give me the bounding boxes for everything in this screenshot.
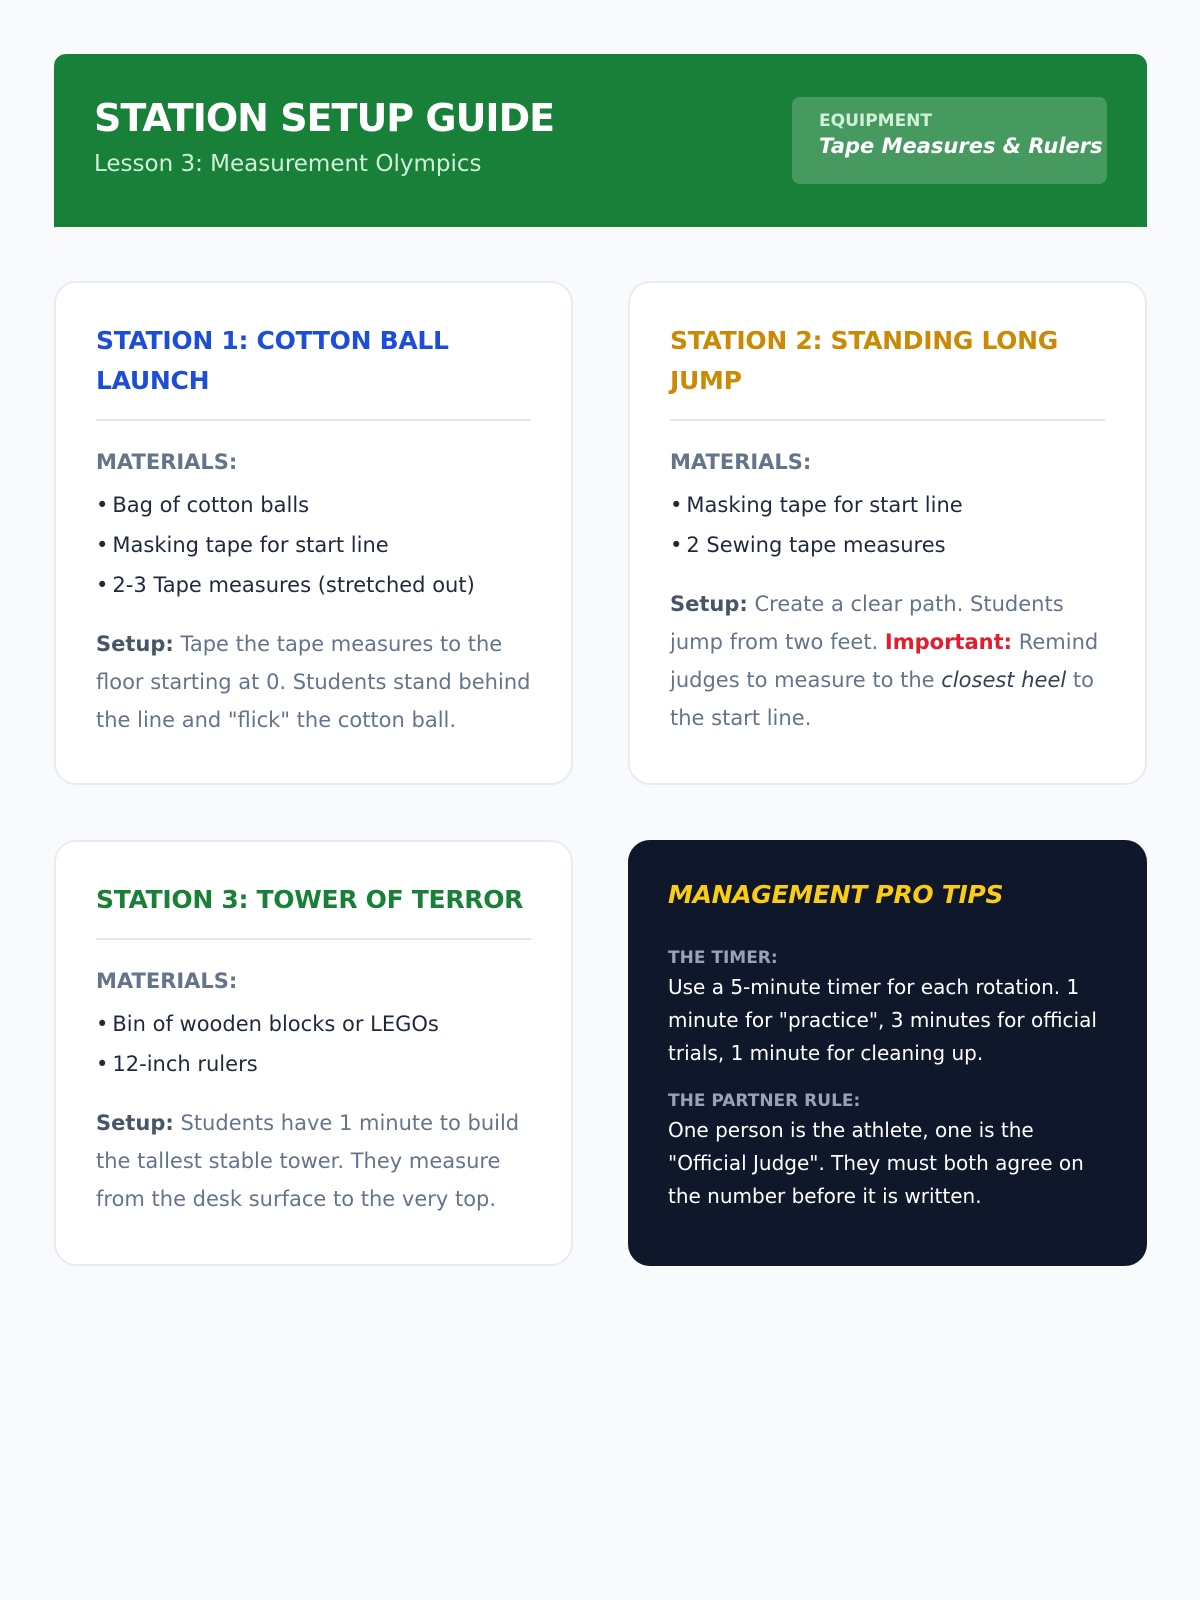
material-text: Masking tape for start line (112, 533, 389, 557)
station-card-2 (628, 281, 1147, 785)
equipment-value: Tape Measures & Rulers (819, 134, 1103, 158)
setup-paragraph (96, 1104, 531, 1218)
material-text: 12-inch rulers (112, 1052, 258, 1076)
setup-text: to the start line. (670, 668, 1094, 730)
important-label: Important: (884, 630, 1013, 654)
page-subtitle: Lesson 3: Measurement Olympics (94, 151, 482, 177)
pro-tips-card (628, 840, 1147, 1266)
tip-label: THE TIMER: (668, 948, 778, 968)
divider (96, 419, 531, 421)
divider (96, 938, 531, 940)
material-text: Masking tape for start line (686, 493, 963, 517)
list-item (96, 485, 531, 525)
setup-label: Setup: (96, 1111, 174, 1135)
setup-label: Setup: (670, 592, 748, 616)
station-title: STATION 2: STANDING LONG JUMP (670, 326, 1058, 395)
station-card-3 (54, 840, 573, 1266)
station-card-1 (54, 281, 573, 785)
bullet-icon: • (96, 493, 109, 517)
bullet-icon: • (96, 573, 109, 597)
setup-emphasis: closest heel (941, 668, 1067, 692)
setup-text: Create a clear path. Students jump from two feet. (670, 592, 1064, 654)
list-item (96, 1044, 531, 1084)
setup-paragraph (96, 625, 531, 739)
list-item (670, 525, 1105, 565)
material-text: 2-3 Tape measures (stretched out) (112, 573, 475, 597)
material-text: 2 Sewing tape measures (686, 533, 946, 557)
setup-label: Setup: (96, 632, 174, 656)
bullet-icon: • (670, 533, 683, 557)
equipment-badge (792, 97, 1107, 184)
tip-label: THE PARTNER RULE: (668, 1091, 861, 1111)
materials-label: MATERIALS: (96, 450, 238, 474)
material-text: Bag of cotton balls (112, 493, 310, 517)
bullet-icon: • (96, 1012, 109, 1036)
list-item (670, 485, 1105, 525)
setup-text: Students have 1 minute to build the tallest stable tower. They measure from the desk surface to the very top. (96, 1111, 520, 1211)
setup-text: Remind judges to measure to the (670, 630, 1099, 692)
page-header (54, 54, 1147, 227)
bullet-icon: • (96, 1052, 109, 1076)
materials-list (96, 1004, 531, 1084)
bullet-icon: • (670, 493, 683, 517)
station-title: STATION 1: COTTON BALL LAUNCH (96, 326, 449, 395)
material-text: Bin of wooden blocks or LEGOs (112, 1012, 439, 1036)
divider (670, 419, 1105, 421)
page-title: STATION SETUP GUIDE (94, 96, 555, 140)
bullet-icon: • (96, 533, 109, 557)
tips-title: MANAGEMENT PRO TIPS (668, 880, 1004, 909)
materials-list (670, 485, 1105, 565)
setup-paragraph (670, 585, 1105, 737)
equipment-label: EQUIPMENT (819, 111, 933, 131)
station-title: STATION 3: TOWER OF TERROR (96, 885, 524, 914)
list-item (96, 1004, 531, 1044)
materials-label: MATERIALS: (670, 450, 812, 474)
materials-label: MATERIALS: (96, 969, 238, 993)
tip-text: Use a 5-minute timer for each rotation. 1 minute for "practice", 3 minutes for official trials, 1 minute for cleaning up. (668, 975, 1097, 1065)
tip-text: One person is the athlete, one is the "Official Judge". They must both agree on the number before it is written. (668, 1118, 1084, 1208)
list-item (96, 565, 531, 605)
setup-text: Tape the tape measures to the floor starting at 0. Students stand behind the line and "flick" the cotton ball. (96, 632, 531, 732)
list-item (96, 525, 531, 565)
materials-list (96, 485, 531, 605)
